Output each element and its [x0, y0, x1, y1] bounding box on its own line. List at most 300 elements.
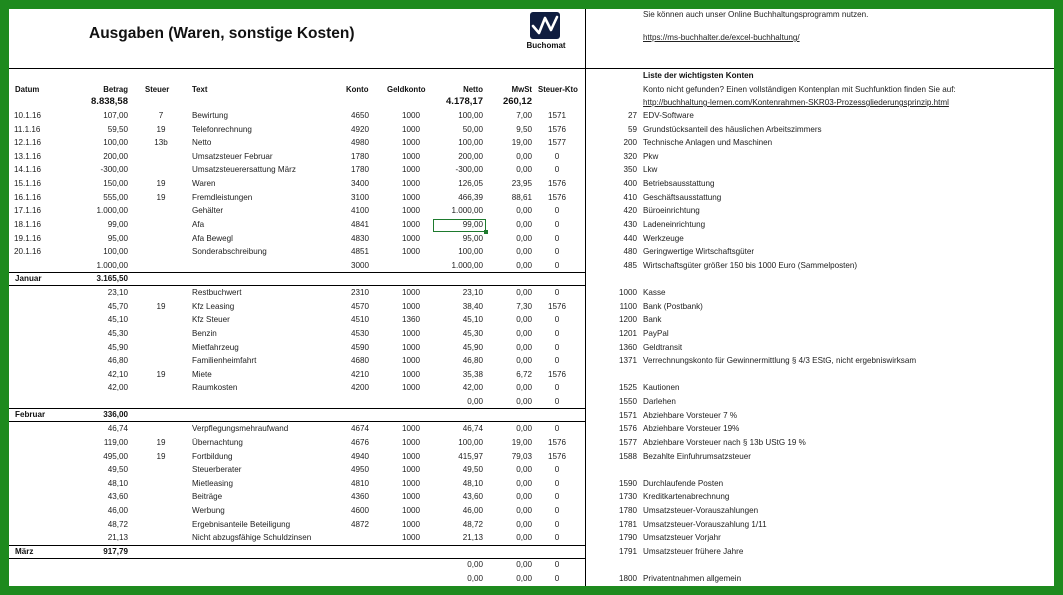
cell-mwst[interactable]: 0,00 — [516, 247, 532, 257]
cell-datum[interactable]: 12.1.16 — [14, 138, 42, 148]
cell-datum[interactable]: 17.1.16 — [14, 206, 42, 216]
account-name: Wirtschaftsgüter größer 150 bis 1000 Euro (Sammelposten) — [643, 260, 858, 270]
cell-geldkonto[interactable]: 1000 — [401, 424, 420, 434]
month-divider-mar-top — [9, 545, 585, 546]
cell-konto[interactable]: 1780 — [350, 165, 369, 175]
cell-netto[interactable]: 38,40 — [462, 301, 483, 311]
cell-datum[interactable]: 16.1.16 — [14, 192, 42, 202]
cell-konto[interactable]: 4920 — [350, 124, 369, 134]
month-total: 336,00 — [103, 410, 128, 419]
cell-mwst[interactable]: 0,00 — [516, 260, 532, 270]
cell-text[interactable]: Waren — [192, 179, 216, 189]
cell-netto[interactable]: 35,38 — [462, 369, 483, 379]
cell-mwst[interactable]: 0,00 — [516, 288, 532, 298]
cell-konto[interactable]: 3000 — [350, 260, 369, 270]
cell-betrag[interactable]: 45,10 — [107, 315, 128, 325]
cell-netto[interactable]: 126,05 — [458, 179, 483, 189]
cell-datum[interactable]: 11.1.16 — [14, 124, 41, 134]
cell-text[interactable]: Fremdleistungen — [192, 192, 253, 202]
account-name: Pkw — [643, 151, 659, 161]
cell-steuerkto[interactable]: 0 — [554, 260, 560, 270]
account-number: 420 — [623, 206, 637, 216]
cell-konto[interactable]: 4590 — [350, 342, 369, 352]
account-name: Geschäftsausstattung — [643, 192, 722, 202]
cell-betrag[interactable]: 45,90 — [107, 342, 128, 352]
spreadsheet — [9, 9, 1054, 586]
cell-netto[interactable]: 415,97 — [458, 451, 483, 461]
cell-konto[interactable]: 1780 — [350, 151, 369, 161]
cell-text[interactable]: Mietfahrzeug — [192, 342, 239, 352]
account-name: Geringwertige Wirtschaftsgüter — [643, 247, 755, 257]
cell-steuerkto[interactable]: 0 — [554, 519, 560, 529]
cell-mwst[interactable]: 0,00 — [516, 574, 532, 584]
cell-mwst[interactable]: 6,72 — [516, 369, 532, 379]
cell-steuer[interactable]: 19 — [156, 179, 166, 189]
cell-konto[interactable]: 4810 — [350, 478, 369, 488]
account-number: 1525 — [618, 383, 637, 393]
cell-konto[interactable]: 4210 — [350, 369, 369, 379]
cell-betrag[interactable]: 495,00 — [103, 451, 128, 461]
account-number: 1800 — [618, 574, 637, 584]
account-name: Betriebsausstattung — [643, 179, 715, 189]
cell-netto[interactable]: 43,60 — [462, 492, 483, 502]
total-mwst: 260,12 — [502, 96, 532, 107]
cell-steuerkto[interactable]: 0 — [554, 165, 560, 175]
cell-betrag[interactable]: 42,00 — [107, 383, 128, 393]
cell-betrag[interactable]: 49,50 — [107, 465, 128, 475]
account-number: 430 — [623, 219, 637, 229]
cell-text[interactable]: Restbuchwert — [192, 288, 242, 298]
cell-steuerkto[interactable]: 0 — [554, 397, 560, 407]
account-name: Umsatzsteuer-Vorauszahlungen — [643, 505, 759, 515]
cell-steuerkto[interactable]: 0 — [554, 465, 560, 475]
cell-geldkonto[interactable]: 1000 — [401, 124, 420, 134]
cell-konto[interactable]: 4980 — [350, 138, 369, 148]
cell-netto[interactable]: 42,00 — [462, 383, 483, 393]
cell-netto[interactable]: 50,00 — [462, 124, 483, 134]
cell-text[interactable]: Raumkosten — [192, 383, 238, 393]
account-name: Kasse — [643, 288, 666, 298]
cell-datum[interactable]: 18.1.16 — [14, 219, 42, 229]
cell-text[interactable]: Ergebnisanteile Beteiligung — [192, 519, 291, 529]
cell-text[interactable]: Miete — [192, 369, 212, 379]
account-name: Privatentnahmen allgemein — [643, 574, 742, 584]
cell-betrag[interactable]: 48,72 — [107, 519, 128, 529]
online-link[interactable]: https://ms-buchhalter.de/excel-buchhaltung/ — [643, 33, 800, 42]
cell-konto[interactable]: 4940 — [350, 451, 369, 461]
cell-geldkonto[interactable]: 1000 — [401, 533, 420, 543]
cell-geldkonto[interactable]: 1000 — [401, 206, 420, 216]
account-name: Abziehbare Vorsteuer 19% — [643, 424, 740, 434]
cell-steuerkto[interactable]: 0 — [554, 505, 560, 515]
cell-betrag[interactable]: 107,00 — [103, 111, 128, 120]
cell-text[interactable]: Gehälter — [192, 206, 224, 216]
cell-mwst[interactable]: 0,00 — [516, 328, 532, 338]
cell-steuerkto[interactable]: 0 — [554, 342, 560, 352]
cell-text[interactable]: Telefonrechnung — [192, 124, 252, 134]
cell-steuerkto[interactable]: 1571 — [547, 111, 566, 120]
account-name: Büroeinrichtung — [643, 206, 700, 216]
account-number: 1781 — [618, 519, 637, 529]
col-header-konto: Konto — [346, 85, 369, 94]
cell-text[interactable]: Nicht abzugsfähige Schuldzinsen — [192, 533, 312, 543]
cell-geldkonto[interactable]: 1000 — [401, 165, 420, 175]
cell-steuer[interactable]: 7 — [158, 111, 164, 120]
cell-steuer[interactable]: 19 — [156, 369, 166, 379]
cell-text[interactable]: Fortbildung — [192, 451, 233, 461]
cell-geldkonto[interactable]: 1000 — [401, 369, 420, 379]
cell-netto[interactable]: 45,30 — [462, 328, 483, 338]
cell-betrag[interactable]: 150,00 — [103, 179, 128, 189]
cell-konto[interactable]: 4676 — [350, 437, 369, 447]
account-name: Abziehbare Vorsteuer nach § 13b UStG 19 % — [643, 437, 806, 447]
cell-steuerkto[interactable]: 0 — [554, 478, 560, 488]
cell-steuerkto[interactable]: 0 — [554, 288, 560, 298]
cell-netto[interactable]: 100,00 — [458, 138, 483, 148]
account-name: PayPal — [643, 328, 669, 338]
cell-steuer[interactable]: 19 — [156, 437, 166, 447]
cell-geldkonto[interactable]: 1000 — [401, 233, 420, 243]
cell-geldkonto[interactable]: 1000 — [401, 288, 420, 298]
cell-netto[interactable]: 0,00 — [467, 574, 483, 584]
cell-steuerkto[interactable]: 1576 — [547, 192, 566, 202]
cell-betrag[interactable]: 45,30 — [107, 328, 128, 338]
cell-mwst[interactable]: 9,50 — [516, 124, 532, 134]
cell-text[interactable]: Umsatzsteuer Februar — [192, 151, 273, 161]
cell-steuerkto[interactable]: 1576 — [547, 451, 566, 461]
cell-geldkonto[interactable]: 1000 — [401, 192, 420, 202]
cell-steuerkto[interactable]: 1576 — [547, 179, 566, 189]
cell-mwst[interactable]: 0,00 — [516, 151, 532, 161]
cell-betrag[interactable]: 48,10 — [107, 478, 128, 488]
cell-geldkonto[interactable]: 1000 — [401, 451, 420, 461]
account-name: Kautionen — [643, 383, 680, 393]
cell-mwst[interactable]: 0,00 — [516, 397, 532, 407]
cell-netto[interactable]: -300,00 — [455, 165, 483, 175]
cell-geldkonto[interactable]: 1000 — [401, 383, 420, 393]
account-number: 1360 — [618, 342, 637, 352]
cell-geldkonto[interactable]: 1000 — [401, 219, 420, 229]
cell-betrag[interactable]: 23,10 — [107, 288, 128, 298]
account-number: 1588 — [618, 451, 637, 461]
cell-netto[interactable]: 23,10 — [462, 288, 483, 298]
cell-steuerkto[interactable]: 0 — [554, 151, 560, 161]
cell-steuerkto[interactable]: 1576 — [547, 369, 566, 379]
cell-mwst[interactable]: 0,00 — [516, 478, 532, 488]
account-number: 1730 — [618, 492, 637, 502]
cell-betrag[interactable]: 46,00 — [107, 505, 128, 515]
cell-steuerkto[interactable]: 1576 — [547, 124, 566, 134]
cell-datum[interactable]: 10.1.16 — [14, 111, 42, 120]
cell-mwst[interactable]: 79,03 — [511, 451, 532, 461]
cell-steuerkto[interactable]: 0 — [554, 383, 560, 393]
cell-mwst[interactable]: 0,00 — [516, 519, 532, 529]
account-number: 350 — [623, 165, 637, 175]
cell-steuerkto[interactable]: 0 — [554, 533, 560, 543]
cell-steuerkto[interactable]: 1577 — [547, 138, 566, 148]
cell-netto[interactable]: 49,50 — [462, 465, 483, 475]
cell-geldkonto[interactable]: 1000 — [401, 465, 420, 475]
cell-geldkonto[interactable]: 1000 — [401, 138, 420, 148]
cell-konto[interactable]: 4360 — [350, 492, 369, 502]
cell-konto[interactable]: 3400 — [350, 179, 369, 189]
cell-betrag[interactable]: 100,00 — [103, 138, 128, 148]
cell-steuerkto[interactable]: 0 — [554, 574, 560, 584]
month-divider-jan-top — [9, 272, 585, 273]
cell-geldkonto[interactable]: 1000 — [401, 111, 420, 120]
account-number: 1100 — [619, 301, 637, 311]
account-name: Technische Anlagen und Maschinen — [643, 138, 773, 148]
cell-text[interactable]: Afa Bewegl — [192, 233, 233, 243]
account-name: Bank (Postbank) — [643, 301, 703, 311]
month-label: Februar — [15, 410, 46, 419]
col-header-steuer: Steuer — [145, 85, 170, 94]
cell-betrag[interactable]: -300,00 — [100, 165, 128, 175]
cell-betrag[interactable]: 46,74 — [107, 424, 128, 434]
cell-mwst[interactable]: 0,00 — [516, 356, 532, 366]
month-divider-jan-bottom — [9, 285, 585, 286]
cell-text[interactable]: Bewirtung — [192, 111, 228, 120]
cell-netto[interactable]: 45,10 — [462, 315, 483, 325]
cell-konto[interactable]: 4950 — [350, 465, 369, 475]
cell-steuer[interactable]: 13b — [154, 138, 168, 148]
cell-geldkonto[interactable]: 1000 — [401, 492, 420, 502]
cell-text[interactable]: Verpflegungsmehraufwand — [192, 424, 289, 434]
cell-steuerkto[interactable]: 0 — [554, 356, 560, 366]
month-label: Januar — [15, 274, 42, 283]
cell-betrag[interactable]: 1.000,00 — [96, 206, 128, 216]
cell-text[interactable]: Kfz Leasing — [192, 301, 235, 311]
cell-datum[interactable]: 15.1.16 — [14, 179, 42, 189]
cell-text[interactable]: Kfz Steuer — [192, 315, 230, 325]
cell-betrag[interactable]: 43,60 — [107, 492, 128, 502]
total-betrag: 8.838,58 — [91, 96, 128, 107]
cell-text[interactable]: Mietleasing — [192, 478, 233, 488]
cell-geldkonto[interactable]: 1360 — [401, 315, 420, 325]
cell-text[interactable]: Werbung — [192, 505, 225, 515]
account-number: 1371 — [618, 356, 637, 366]
cell-netto[interactable]: 95,00 — [462, 233, 483, 243]
cell-steuerkto[interactable]: 0 — [554, 492, 560, 502]
cell-netto[interactable]: 48,72 — [462, 519, 483, 529]
cell-steuerkto[interactable]: 1576 — [547, 301, 566, 311]
konten-title: Liste der wichtigsten Konten — [643, 71, 754, 80]
account-number: 1577 — [618, 437, 637, 447]
cell-steuerkto[interactable]: 0 — [554, 247, 560, 257]
total-netto: 4.178,17 — [446, 96, 483, 107]
month-divider-mar-bottom — [9, 558, 585, 559]
cell-netto[interactable]: 0,00 — [467, 397, 483, 407]
cell-mwst[interactable]: 7,30 — [516, 301, 532, 311]
account-number: 1576 — [618, 424, 637, 434]
cell-betrag[interactable]: 200,00 — [103, 151, 128, 161]
cell-geldkonto[interactable]: 1000 — [401, 505, 420, 515]
cell-geldkonto[interactable]: 1000 — [401, 151, 420, 161]
cell-betrag[interactable]: 95,00 — [107, 233, 128, 243]
cell-geldkonto[interactable]: 1000 — [401, 328, 420, 338]
account-name: Umsatzsteuer Vorjahr — [643, 533, 721, 543]
cell-konto[interactable]: 3100 — [350, 192, 369, 202]
month-total: 917,79 — [103, 547, 128, 556]
cell-text[interactable]: Beiträge — [192, 492, 223, 502]
cell-geldkonto[interactable]: 1000 — [401, 519, 420, 529]
cell-betrag[interactable]: 42,10 — [107, 369, 128, 379]
cell-netto[interactable]: 45,90 — [462, 342, 483, 352]
cell-konto[interactable]: 4100 — [350, 206, 369, 216]
cell-konto[interactable]: 2310 — [350, 288, 369, 298]
cell-mwst[interactable]: 0,00 — [516, 560, 532, 570]
col-header-netto: Netto — [463, 85, 483, 94]
fill-handle[interactable] — [484, 230, 488, 234]
logo-label: Buchomat — [526, 41, 566, 50]
account-number: 440 — [623, 233, 637, 243]
cell-steuer[interactable]: 19 — [156, 192, 166, 202]
cell-steuerkto[interactable]: 0 — [554, 233, 560, 243]
header-divider-right — [585, 68, 1054, 69]
cell-netto[interactable]: 46,80 — [462, 356, 483, 366]
cell-netto[interactable]: 46,74 — [462, 424, 483, 434]
cell-mwst[interactable]: 0,00 — [516, 424, 532, 434]
cell-text[interactable]: Steuerberater — [192, 465, 242, 475]
cell-datum[interactable]: 20.1.16 — [14, 247, 42, 257]
cell-betrag[interactable]: 555,00 — [103, 192, 128, 202]
cell-mwst[interactable]: 0,00 — [516, 219, 532, 229]
cell-mwst[interactable]: 0,00 — [516, 165, 532, 175]
cell-netto[interactable]: 21,13 — [462, 533, 483, 543]
cell-text[interactable]: Afa — [192, 219, 205, 229]
month-total: 3.165,50 — [96, 274, 128, 283]
col-header-geldkonto: Geldkonto — [387, 85, 426, 94]
cell-geldkonto[interactable]: 1000 — [401, 342, 420, 352]
account-number: 1790 — [618, 533, 637, 543]
cell-betrag[interactable]: 59,50 — [107, 124, 128, 134]
cell-steuerkto[interactable]: 0 — [554, 424, 560, 434]
cell-netto[interactable]: 200,00 — [458, 151, 483, 161]
cell-steuerkto[interactable]: 1576 — [547, 437, 566, 447]
cell-steuer[interactable]: 19 — [156, 124, 166, 134]
account-number: 320 — [623, 151, 637, 161]
cell-steuer[interactable]: 19 — [156, 451, 166, 461]
cell-datum[interactable]: 13.1.16 — [14, 151, 42, 161]
cell-mwst[interactable]: 0,00 — [516, 465, 532, 475]
cell-geldkonto[interactable]: 1000 — [401, 356, 420, 366]
cell-netto[interactable]: 100,00 — [458, 247, 483, 257]
cell-netto[interactable]: 99,00 — [462, 219, 483, 229]
col-header-datum: Datum — [15, 85, 40, 94]
account-number: 1571 — [618, 410, 637, 420]
cell-geldkonto[interactable]: 1000 — [401, 437, 420, 447]
cell-konto[interactable]: 4600 — [350, 505, 369, 515]
cell-datum[interactable]: 14.1.16 — [14, 165, 42, 175]
cell-text[interactable]: Umsatzsteuerersattung März — [192, 165, 296, 175]
cell-text[interactable]: Familienheimfahrt — [192, 356, 257, 366]
cell-konto[interactable]: 4570 — [350, 301, 369, 311]
cell-steuer[interactable]: 19 — [156, 301, 166, 311]
cell-text[interactable]: Benzin — [192, 328, 217, 338]
cell-mwst[interactable]: 19,00 — [511, 437, 532, 447]
selected-cell[interactable] — [433, 219, 486, 232]
account-number: 1550 — [618, 397, 637, 407]
cell-geldkonto[interactable]: 1000 — [401, 247, 420, 257]
cell-text[interactable]: Netto — [192, 138, 212, 148]
account-number: 1780 — [618, 505, 637, 515]
cell-geldkonto[interactable]: 1000 — [401, 301, 420, 311]
cell-netto[interactable]: 48,10 — [462, 478, 483, 488]
cell-betrag[interactable]: 46,80 — [107, 356, 128, 366]
cell-netto[interactable]: 1.000,00 — [451, 260, 483, 270]
cell-mwst[interactable]: 0,00 — [516, 492, 532, 502]
cell-netto[interactable]: 0,00 — [467, 560, 483, 570]
cell-konto[interactable]: 4650 — [350, 111, 369, 120]
cell-konto[interactable]: 4830 — [350, 233, 369, 243]
cell-geldkonto[interactable]: 1000 — [401, 179, 420, 189]
account-number: 27 — [627, 111, 637, 120]
cell-konto[interactable]: 4872 — [350, 519, 369, 529]
cell-mwst[interactable]: 0,00 — [516, 505, 532, 515]
account-number: 480 — [623, 247, 637, 257]
cell-mwst[interactable]: 0,00 — [516, 315, 532, 325]
cell-mwst[interactable]: 0,00 — [516, 533, 532, 543]
cell-steuerkto[interactable]: 0 — [554, 315, 560, 325]
cell-konto[interactable]: 4200 — [350, 383, 369, 393]
cell-betrag[interactable]: 119,00 — [103, 437, 128, 447]
cell-mwst[interactable]: 88,61 — [511, 192, 532, 202]
account-number: 1200 — [618, 315, 637, 325]
cell-netto[interactable]: 1.000,00 — [451, 206, 483, 216]
cell-mwst[interactable]: 0,00 — [516, 206, 532, 216]
cell-betrag[interactable]: 1.000,00 — [96, 260, 128, 270]
cell-betrag[interactable]: 100,00 — [103, 247, 128, 257]
cell-konto[interactable]: 4841 — [350, 219, 369, 229]
account-number: 200 — [623, 138, 637, 148]
cell-mwst[interactable]: 19,00 — [511, 138, 532, 148]
account-name: Bank — [643, 315, 662, 325]
cell-mwst[interactable]: 0,00 — [516, 342, 532, 352]
account-name: Bezahlte Einfuhrumsatzsteuer — [643, 451, 751, 461]
cell-netto[interactable]: 100,00 — [458, 437, 483, 447]
month-label: März — [15, 547, 34, 556]
cell-netto[interactable]: 100,00 — [458, 111, 483, 120]
cell-geldkonto[interactable]: 1000 — [401, 478, 420, 488]
cell-mwst[interactable]: 23,95 — [511, 179, 532, 189]
cell-mwst[interactable]: 0,00 — [516, 233, 532, 243]
cell-konto[interactable]: 4530 — [350, 328, 369, 338]
cell-konto[interactable]: 4510 — [350, 315, 369, 325]
cell-steuerkto[interactable]: 0 — [554, 560, 560, 570]
cell-betrag[interactable]: 99,00 — [107, 219, 128, 229]
cell-betrag[interactable]: 45,70 — [107, 301, 128, 311]
cell-mwst[interactable]: 0,00 — [516, 383, 532, 393]
account-number: 1000 — [618, 288, 637, 298]
header-divider — [9, 68, 585, 69]
cell-konto[interactable]: 4851 — [350, 247, 369, 257]
cell-steuerkto[interactable]: 0 — [554, 328, 560, 338]
cell-steuerkto[interactable]: 0 — [554, 206, 560, 216]
cell-betrag[interactable]: 21,13 — [107, 533, 128, 543]
kontenrahmen-link[interactable]: http://buchhaltung-lernen.com/Kontenrahmen-SKR03-Prozessgliederungsprinzip.html — [643, 98, 949, 107]
cell-mwst[interactable]: 7,00 — [516, 111, 532, 120]
cell-text[interactable]: Sonderabschreibung — [192, 247, 267, 257]
cell-konto[interactable]: 4674 — [350, 424, 369, 434]
cell-konto[interactable]: 4680 — [350, 356, 369, 366]
cell-netto[interactable]: 46,00 — [462, 505, 483, 515]
page-title: Ausgaben (Waren, sonstige Kosten) — [89, 25, 355, 42]
account-name: EDV-Software — [643, 111, 694, 120]
cell-text[interactable]: Übernachtung — [192, 437, 243, 447]
cell-datum[interactable]: 19.1.16 — [14, 233, 42, 243]
cell-steuerkto[interactable]: 0 — [554, 219, 560, 229]
cell-netto[interactable]: 466,39 — [458, 192, 483, 202]
